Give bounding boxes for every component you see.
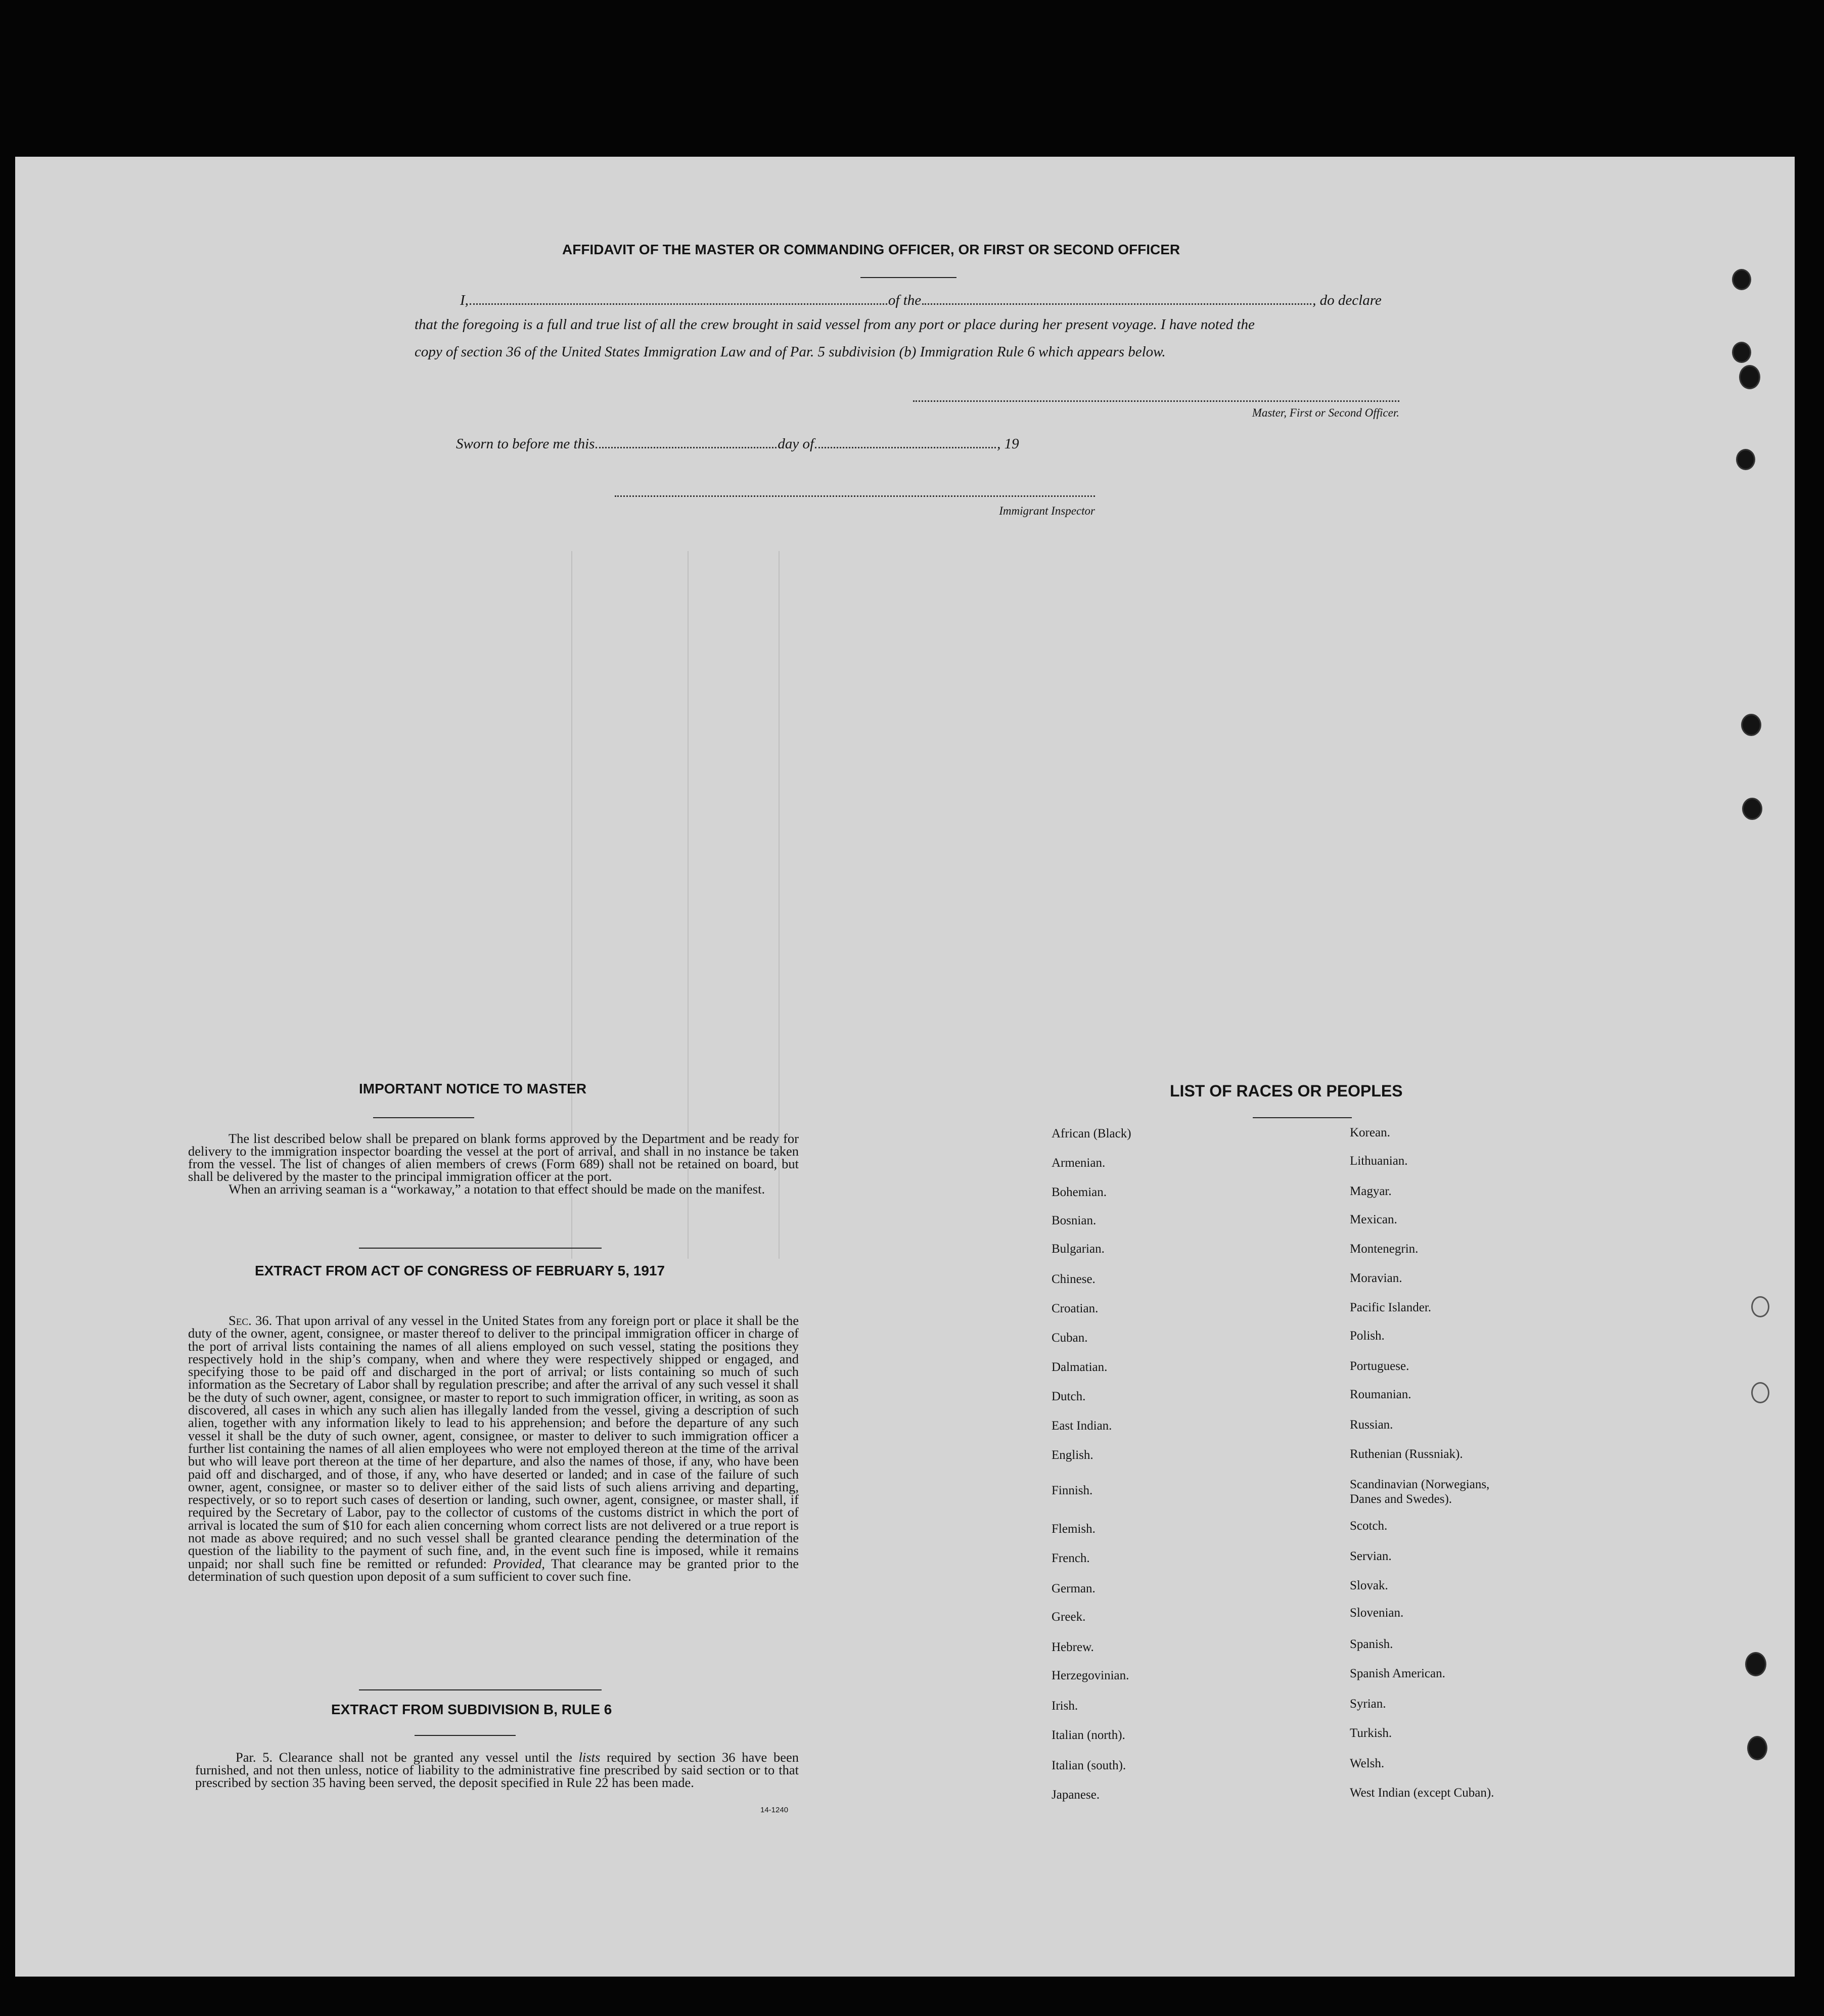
race-item: Korean.	[1350, 1126, 1390, 1139]
lists-word: lists	[578, 1750, 601, 1765]
rule-heading-underline	[415, 1735, 516, 1736]
race-item: Lithuanian.	[1350, 1154, 1408, 1168]
master-signature-line	[913, 400, 1399, 402]
affidavit-title: AFFIDAVIT OF THE MASTER OR COMMANDING OFFICER, OR FIRST OR SECOND OFFICER	[562, 242, 1180, 257]
binder-hole	[1732, 342, 1751, 363]
race-item: Slovak.	[1350, 1579, 1388, 1592]
race-item: Japanese.	[1052, 1788, 1100, 1802]
race-item: Bulgarian.	[1052, 1242, 1105, 1256]
race-item: Dutch.	[1052, 1390, 1086, 1403]
notice-paragraph-1: The list described below shall be prepared on blank forms approved by the Department and be ready for delivery to the immigration inspector boarding the vessel at the port of arrival, and shall in no instance be taken from the vessel. The list of changes of alien members of crews (Form 689) shall not be retained on board, but shall be delivered by the master to the principal immigration officer at the port.	[188, 1131, 799, 1184]
race-item: African (Black)	[1052, 1127, 1131, 1140]
extract-act-body	[188, 1314, 799, 1583]
race-item: Polish.	[1350, 1329, 1385, 1343]
affidavit-i-label: I,	[460, 292, 469, 308]
race-item: Flemish.	[1052, 1522, 1096, 1536]
race-item: Ruthenian (Russniak).	[1350, 1447, 1463, 1461]
binder-hole	[1751, 1382, 1769, 1403]
race-item: Finnish.	[1052, 1484, 1093, 1497]
race-item: Cuban.	[1052, 1331, 1088, 1345]
race-item: German.	[1052, 1582, 1096, 1595]
section-36-proviso: That clearance may be granted prior to the determination of such question upon deposit of a sum sufficient to cover such fine.	[188, 1555, 799, 1584]
race-item: Bohemian.	[1052, 1185, 1107, 1199]
provided-word: Provided,	[493, 1555, 545, 1571]
form-number: 14-1240	[760, 1806, 789, 1814]
paragraph-5-rest: required by section 36 have been furnished, and not then unless, notice of liability to the administrative fine prescribed by said section or to that prescribed by section 35 having been served, the deposit specified in Rule 22 has been made.	[195, 1750, 799, 1790]
race-item: Slovenian.	[1350, 1606, 1404, 1620]
binder-hole	[1742, 798, 1762, 820]
races-heading-rule	[1253, 1117, 1352, 1118]
vessel-blank	[922, 303, 1311, 305]
extract-rule-heading: EXTRACT FROM SUBDIVISION B, RULE 6	[331, 1702, 612, 1717]
section-36-text	[188, 1314, 799, 1583]
inspector-signature-line	[615, 495, 1095, 497]
race-item: Italian (south).	[1052, 1759, 1126, 1772]
name-blank	[470, 303, 887, 305]
sworn-prefix: Sworn to before me this	[456, 436, 595, 452]
race-item: Hebrew.	[1052, 1640, 1094, 1654]
race-item: Armenian.	[1052, 1156, 1106, 1170]
race-item: Portuguese.	[1350, 1359, 1409, 1373]
paragraph-5-start: Par. 5. Clearance shall not be granted any vessel until the	[236, 1750, 572, 1765]
race-item: East Indian.	[1052, 1419, 1112, 1433]
race-item: Roumanian.	[1350, 1388, 1411, 1401]
binder-hole	[1736, 449, 1755, 470]
race-item: French.	[1052, 1551, 1090, 1565]
race-item: West Indian (except Cuban).	[1350, 1786, 1494, 1800]
race-item: Bosnian.	[1052, 1214, 1097, 1227]
race-item: Spanish.	[1350, 1637, 1393, 1651]
race-item: Herzegovinian.	[1052, 1669, 1129, 1682]
race-item: Syrian.	[1350, 1697, 1386, 1711]
binder-hole	[1745, 1652, 1766, 1676]
race-item: Italian (north).	[1052, 1728, 1125, 1742]
affidavit-of-the-label: of the	[888, 292, 922, 308]
race-item: Croatian.	[1052, 1302, 1099, 1315]
manifest-back-page	[15, 157, 1795, 1977]
section-divider	[359, 1689, 602, 1690]
races-heading: LIST OF RACES OR PEOPLES	[1170, 1082, 1403, 1100]
sworn-year: , 19	[997, 436, 1019, 452]
race-item: Pacific Islander.	[1350, 1301, 1432, 1314]
inspector-label: Immigrant Inspector	[999, 505, 1095, 517]
affidavit-declare-label: , do declare	[1312, 292, 1382, 308]
binder-hole	[1751, 1296, 1769, 1317]
section-label: Sec. 36.	[229, 1313, 272, 1328]
race-item: Magyar.	[1350, 1184, 1392, 1198]
sworn-line	[456, 436, 1019, 452]
race-item: Servian.	[1350, 1549, 1392, 1563]
race-item: Scandinavian (Norwegians, Danes and Swedes).	[1350, 1478, 1490, 1506]
day-blank	[596, 447, 777, 448]
race-item: Spanish American.	[1350, 1667, 1445, 1680]
affidavit-line-1	[460, 292, 1421, 309]
race-item: English.	[1052, 1448, 1093, 1462]
race-item: Turkish.	[1350, 1726, 1392, 1740]
master-signature-label: Master, First or Second Officer.	[1252, 406, 1399, 419]
binder-hole	[1732, 269, 1751, 290]
race-item: Welsh.	[1350, 1757, 1385, 1770]
notice-body	[188, 1132, 799, 1196]
race-item: Chinese.	[1052, 1272, 1096, 1286]
race-item: Irish.	[1052, 1699, 1078, 1713]
race-item: Greek.	[1052, 1610, 1086, 1624]
affidavit-line-2: that the foregoing is a full and true list of all the crew brought in said vessel from any port or place during her present voyage. I have noted the	[415, 316, 1255, 333]
race-item: Scotch.	[1350, 1519, 1388, 1533]
race-item: Russian.	[1350, 1418, 1393, 1432]
race-item: Montenegrin.	[1350, 1242, 1419, 1256]
extract-rule-body	[195, 1751, 799, 1789]
title-underline	[860, 277, 956, 278]
race-item: Mexican.	[1350, 1213, 1397, 1226]
sworn-day-of: day of	[778, 436, 814, 452]
extract-act-heading: EXTRACT FROM ACT OF CONGRESS OF FEBRUARY 5, 1917	[255, 1263, 665, 1278]
binder-hole	[1747, 1736, 1767, 1760]
section-divider	[359, 1248, 602, 1249]
binder-hole	[1739, 365, 1760, 389]
paragraph-5-text	[195, 1751, 799, 1789]
binder-hole	[1741, 714, 1761, 736]
race-item: Moravian.	[1350, 1271, 1402, 1285]
notice-paragraph-2: When an arriving seaman is a “workaway,” a notation to that effect should be made on the manifest.	[229, 1181, 765, 1197]
month-blank	[815, 447, 996, 448]
affidavit-line-3: copy of section 36 of the United States Immigration Law and of Par. 5 subdivision (b) Immigration Rule 6 which appears below.	[415, 344, 1166, 360]
race-item: Dalmatian.	[1052, 1360, 1108, 1374]
section-36-main: That upon arrival of any vessel in the United States from any foreign port or place it shall be the duty of the owner, agent, consignee, or master thereof to deliver to the principal immigration officer in charge of the port of arrival lists containing the names of all aliens employed on such vessel, stating the positions they respectively hold in the ship’s company, when and where they were respectively shipped or engaged, and specifying those to be paid off and discharged in the port of arrival; or lists containing so much of such information as the Secretary of Labor shall by regulation prescribe; and after the arrival of any such vessel it shall be the duty of such owner, agent, consignee, or master to report to such immigration officer, in writing, as soon as discovered, all cases in which any such alien has illegally landed from the vessel, giving a description of such alien, together with any information likely to lead to his apprehension; and before the departure of any such vessel it shall be the duty of such owner, agent, consignee, or master to deliver to such immigration officer a further list containing the names of all alien employees who were not employed thereon at the time of the arrival but who will leave port thereon at the time of her departure, and also the names of those, if any, who have been paid off and discharged, and of those, if any, who have deserted or landed; and in case of the failure of such owner, agent, consignee, or master so to deliver either of the said lists of such aliens arriving and departing, respectively, or so to report such cases of desertion or landing, such owner, agent, consignee, or master shall, if required by the Secretary of Labor, pay to the collector of customs of the customs district in which the port of arrival is located the sum of $10 for each alien concerning whom correct lists are not delivered or a true report is not made as above required; and no such vessel shall be granted clearance pending the determination of the question of the liability to the payment of such fine, and, in the event such fine is imposed, while it remains unpaid; nor shall such fine be remitted or refunded:	[188, 1313, 799, 1571]
notice-heading-rule	[373, 1117, 474, 1118]
notice-heading: IMPORTANT NOTICE TO MASTER	[359, 1081, 587, 1096]
